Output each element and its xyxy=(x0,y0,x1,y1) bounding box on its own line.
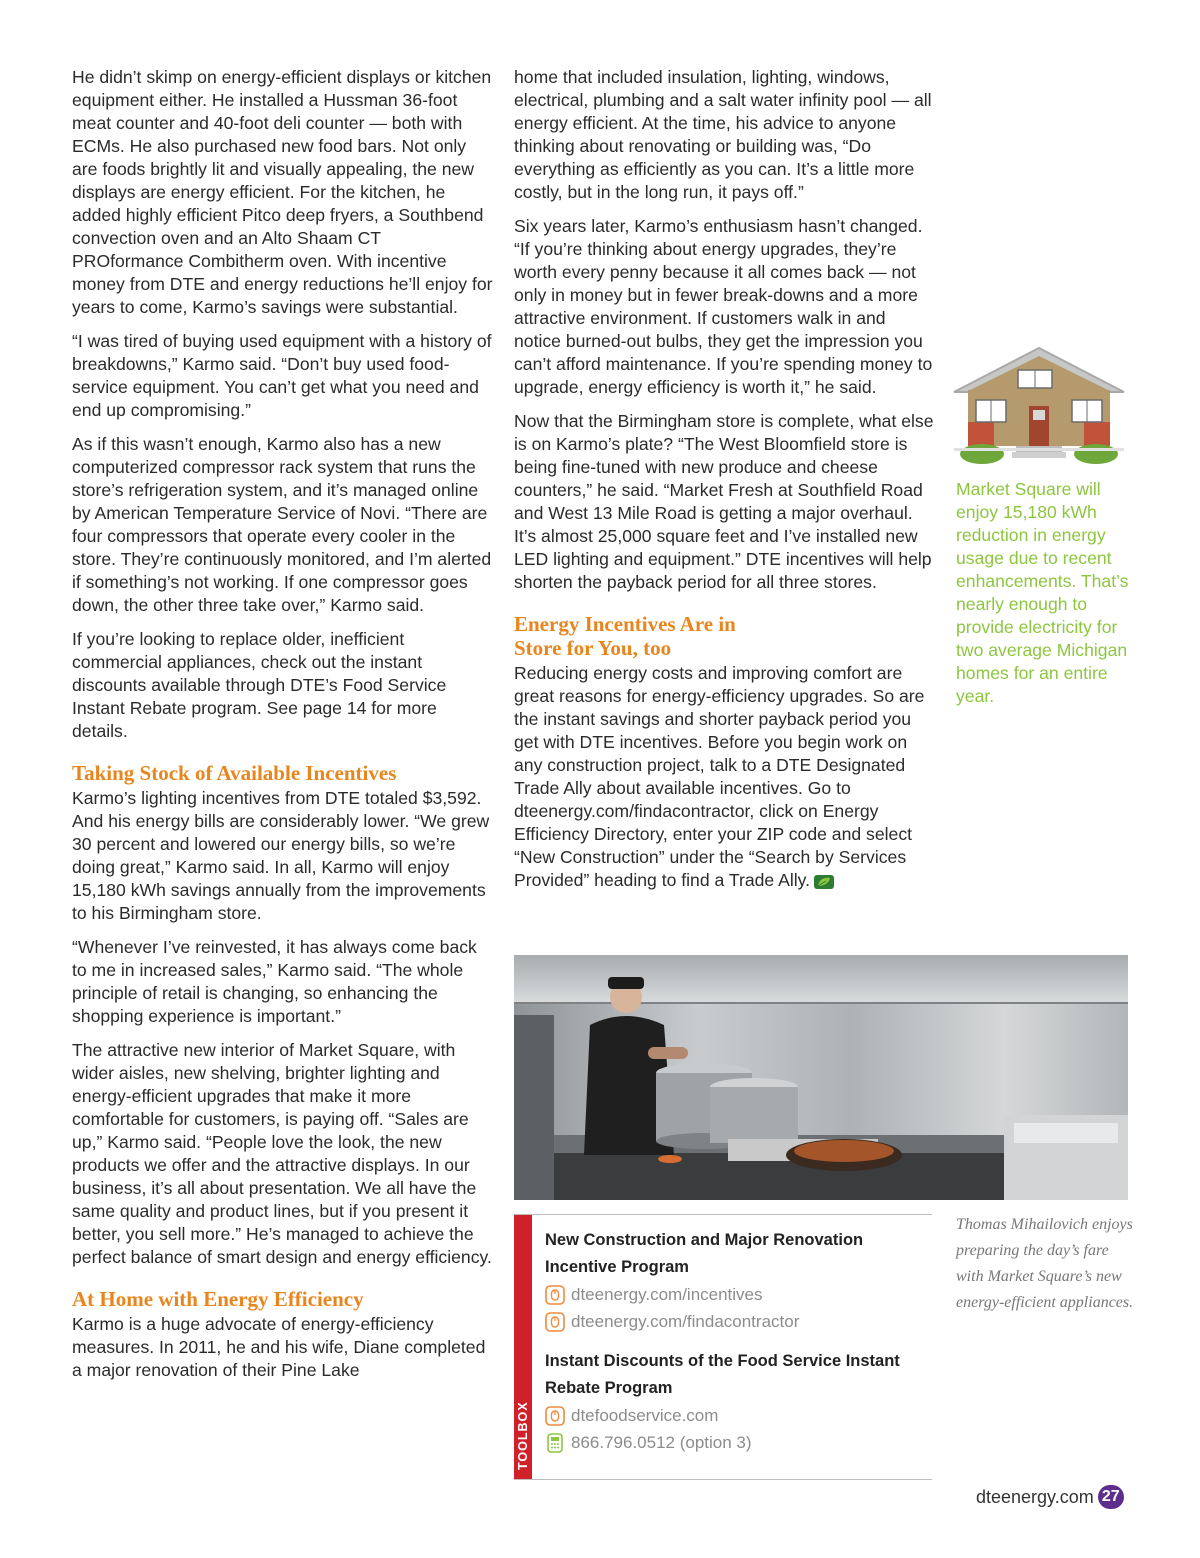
article-left-column xyxy=(72,66,494,1393)
house-illustration xyxy=(946,344,1132,466)
section-heading-incentives: Taking Stock of Available Incentives xyxy=(72,761,397,785)
toolbox-heading: New Construction and Major Renovation xyxy=(545,1231,864,1249)
article-middle-column xyxy=(514,66,934,906)
section-heading-home: At Home with Energy Efficiency xyxy=(72,1287,364,1311)
article-paragraph: Six years later, Karmo’s enthusiasm hasn’t changed. “If you’re thinking about energy upgrades, they’re worth every penny because it all comes back — not only in money but in fewer break-downs and a more attractive environment. If customers walk in and notice burned-out bulbs, they get the impression you can’t afford maintenance. If you’re spending money to upgrade, energy efficiency is worth it,” he said. xyxy=(514,216,933,397)
page-number-badge: 27 xyxy=(1098,1485,1124,1509)
article-paragraph: Now that the Birmingham store is complete, what else is on Karmo’s plate? “The West Bloomfield store is being fine-tuned with new produce and cheese counters,” he said. “Market Fresh at Southfield Road and West 13 Mile Road is getting a major overhaul. It’s almost 25,000 square feet and I’ve installed new LED lighting and equipment.” DTE incentives will help shorten the payback period for all three stores. xyxy=(514,411,934,592)
page-footer xyxy=(976,1484,1124,1510)
article-paragraph: He didn’t skimp on energy-efficient displays or kitchen equipment either. He installed a Hussman 36-foot meat counter and 40-foot deli counter — both with ECMs. He also purchased new food bars. Not only are foods brightly lit and visually appealing, the new displays are energy efficient. For the kitchen, he added highly efficient Pitco deep fryers, a Southbend convection oven and an Alto Shaam CT PROformance Combitherm oven. With incentive money from DTE and energy reductions he’ll enjoy for years to come, Karmo’s savings were substantial. xyxy=(72,67,493,317)
toolbox-panel xyxy=(514,1214,932,1480)
article-paragraph: The attractive new interior of Market Square, with wider aisles, new shelving, brighter lighting and energy-efficient upgrades that make it more comfortable for customers, is paying off. “Sales are up,” Karmo said. “People love the look, the new products we offer and the attractive displays. In our business, it’s all about presentation. We all have the same quality and product lines, but if you present it better, you sell more.” He’s managed to achieve the perfect balance of smart design and energy efficiency. xyxy=(72,1040,492,1267)
article-paragraph: “I was tired of buying used equipment with a history of breakdowns,” Karmo said. “Don’t buy used food-service equipment. You can’t get what you need and end up compromising.” xyxy=(72,331,492,420)
section-heading-store: Energy Incentives Are in Store for You, too xyxy=(514,612,736,660)
toolbox-tab xyxy=(514,1215,532,1479)
article-paragraph: home that included insulation, lighting, windows, electrical, plumbing and a salt water infinity pool — all energy efficient. At the time, his advice to anyone thinking about renovating or building was, “Do everything as efficiently as you can. It’s a little more costly, but in the long run, it pays off.” xyxy=(514,67,932,202)
toolbox-spacer xyxy=(545,1335,935,1348)
toolbox-link-text[interactable]: dteenergy.com/findacontractor xyxy=(571,1312,800,1331)
leaf-icon xyxy=(814,872,834,895)
article-paragraph xyxy=(514,662,934,895)
toolbox-phone-text[interactable]: 866.796.0512 (option 3) xyxy=(571,1433,752,1452)
toolbox-content xyxy=(545,1227,935,1456)
toolbox-heading: Rebate Program xyxy=(545,1379,673,1397)
mouse-click-icon xyxy=(545,1285,565,1305)
toolbox-link-foodservice[interactable] xyxy=(545,1402,935,1429)
footer-url[interactable]: dteenergy.com xyxy=(976,1486,1094,1507)
article-paragraph: Karmo’s lighting incentives from DTE totaled $3,592. And his energy bills are considerably lower. “We grew 30 percent and lowered our energy bills, so we’re doing great,” Karmo said. In all, Karmo will enjoy 15,180 kWh savings annually from the improvements to his Birmingham store. xyxy=(72,788,490,923)
article-paragraph-text: Reducing energy costs and improving comfort are great reasons for energy-efficiency upgrades. So are the instant savings and shorter payback period you get with DTE incentives. Before you begin work on any construction project, talk to a DTE Designated Trade Ally about available incentives. Go to dteenergy.com/findacontractor, click on Energy Efficiency Directory, enter your ZIP code and select “New Construction” under the “Search by Services Provided” heading to find a Trade Ally. xyxy=(514,663,925,890)
article-paragraph: If you’re looking to replace older, inefficient commercial appliances, check out the instant discounts available through DTE’s Food Service Instant Rebate program. See page 14 for more details. xyxy=(72,629,447,741)
toolbox-link-text[interactable]: dtefoodservice.com xyxy=(571,1406,719,1425)
toolbox-phone[interactable] xyxy=(545,1429,935,1456)
toolbox-link-text[interactable]: dteenergy.com/incentives xyxy=(571,1285,763,1304)
toolbox-link-findacontractor[interactable] xyxy=(545,1308,935,1335)
toolbox-heading: Instant Discounts of the Food Service Instant xyxy=(545,1352,900,1370)
kitchen-photo xyxy=(514,955,1128,1200)
article-paragraph: Karmo is a huge advocate of energy-efficiency measures. In 2011, he and his wife, Diane completed a major renovation of their Pine Lake xyxy=(72,1314,486,1380)
mouse-click-icon xyxy=(545,1406,565,1426)
article-paragraph: “Whenever I’ve reinvested, it has always come back to me in increased sales,” Karmo said. “The whole principle of retail is changing, so enhancing the shopping experience is important.” xyxy=(72,937,477,1026)
toolbox-heading: Incentive Program xyxy=(545,1258,689,1276)
toolbox-label: TOOLBOX xyxy=(516,1401,530,1471)
phone-icon xyxy=(545,1433,565,1453)
article-paragraph: As if this wasn’t enough, Karmo also has a new computerized compressor rack system that runs the store’s refrigeration system, and it’s managed online by American Temperature Service of Novi. “There are four compressors that operate every cooler in the store. They’re continuously monitored, and I’m alerted if something’s not working. If one compressor goes down, the other three take over,” Karmo said. xyxy=(72,434,492,615)
mouse-click-icon xyxy=(545,1312,565,1332)
sidebar-pull-quote: Market Square will enjoy 15,180 kWh reduction in energy usage due to recent enhancements. That’s nearly enough to provide electricity for two average Michigan homes for an entire year. xyxy=(956,479,1129,706)
photo-caption: Thomas Mihailovich enjoys preparing the day’s fare with Market Square’s new energy-efficient appliances. xyxy=(956,1216,1134,1311)
toolbox-link-incentives[interactable] xyxy=(545,1281,935,1308)
